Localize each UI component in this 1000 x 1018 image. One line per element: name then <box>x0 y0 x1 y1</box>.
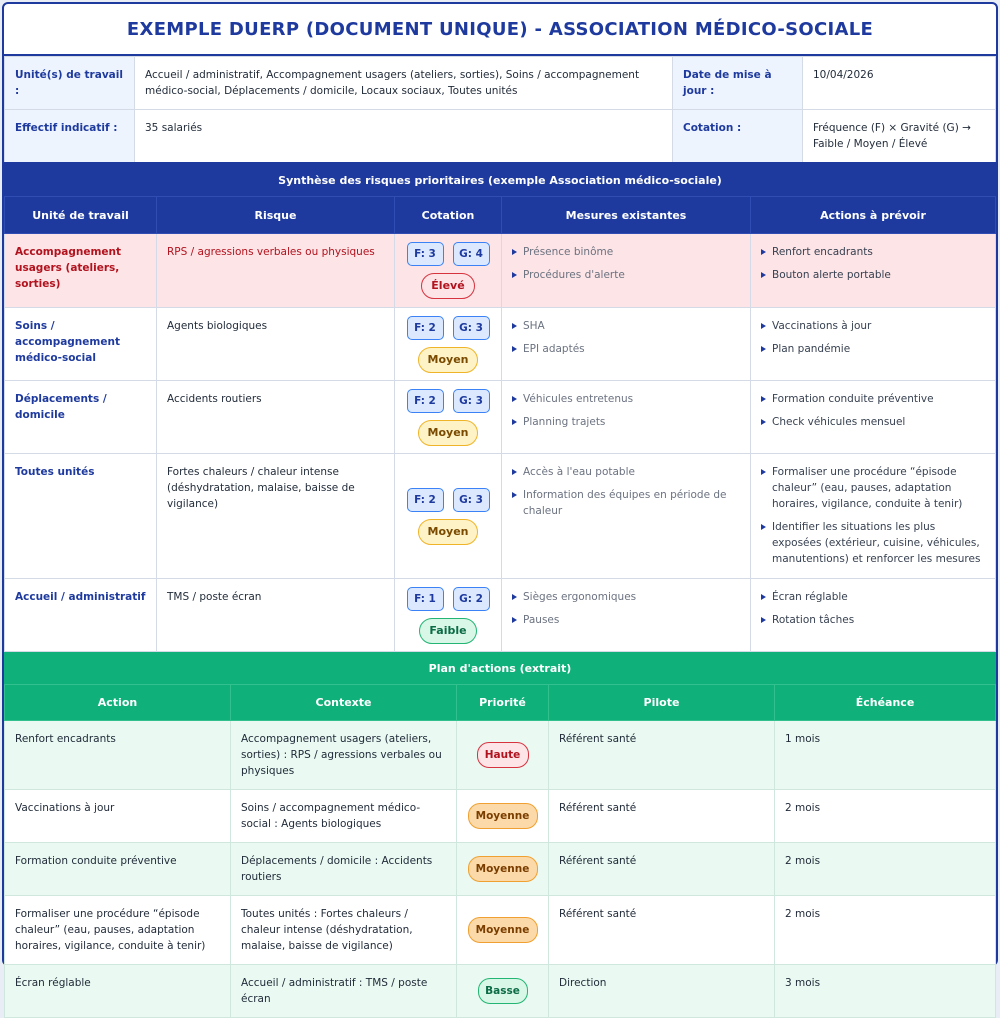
action-item: Check véhicules mensuel <box>761 414 985 430</box>
mesures-cell <box>502 381 751 454</box>
plan-pilot: Direction <box>549 965 775 1018</box>
cotation-cell <box>395 381 502 454</box>
risk-header-unit: Unité de travail <box>5 197 157 234</box>
mesure-item: Pauses <box>512 612 740 628</box>
gravity-chip: G: 2 <box>453 587 490 611</box>
mesure-item: Accès à l'eau potable <box>512 464 740 480</box>
priority-cell <box>457 896 549 965</box>
risk-unit: Accompagnement usagers (ateliers, sorties) <box>5 234 157 308</box>
priority-badge: Moyenne <box>468 803 538 829</box>
action-item: Vaccinations à jour <box>761 318 985 334</box>
plan-context: Soins / accompagnement médico-social : Agents biologiques <box>231 790 457 843</box>
action-item: Écran réglable <box>761 589 985 605</box>
actions-cell <box>751 234 996 308</box>
level-badge: Moyen <box>418 347 478 373</box>
priority-badge: Basse <box>478 978 528 1004</box>
cotation-cell <box>395 454 502 579</box>
risk-row <box>5 234 996 308</box>
risk-row <box>5 579 996 652</box>
plan-deadline: 3 mois <box>775 965 996 1018</box>
actions-cell <box>751 454 996 579</box>
risk-unit: Toutes unités <box>5 454 157 579</box>
action-item: Bouton alerte portable <box>761 267 985 283</box>
action-item: Formaliser une procédure “épisode chaleur” (eau, pauses, adaptation horaires, vigilance, conduite à tenir) <box>761 464 985 512</box>
plan-row <box>5 896 996 965</box>
action-item: Renfort encadrants <box>761 244 985 260</box>
cotation-cell <box>395 579 502 652</box>
mesure-item: Sièges ergonomiques <box>512 589 740 605</box>
gravity-chip: G: 3 <box>453 316 490 340</box>
plan-row <box>5 843 996 896</box>
mesures-cell <box>502 454 751 579</box>
action-item: Rotation tâches <box>761 612 985 628</box>
cotation-cell <box>395 234 502 308</box>
mesure-item: Planning trajets <box>512 414 740 430</box>
risk-header-actions: Actions à prévoir <box>751 197 996 234</box>
cotation-cell <box>395 308 502 381</box>
duerp-document <box>2 2 998 1005</box>
plan-action: Formation conduite préventive <box>5 843 231 896</box>
risk-name: Agents biologiques <box>157 308 395 381</box>
mesures-cell <box>502 234 751 308</box>
plan-row <box>5 965 996 1018</box>
plan-header-context: Contexte <box>231 685 457 721</box>
risk-name: Accidents routiers <box>157 381 395 454</box>
risk-name: Fortes chaleurs / chaleur intense (déshydratation, malaise, baisse de vigilance) <box>157 454 395 579</box>
mesures-cell <box>502 579 751 652</box>
meta-table <box>4 56 996 164</box>
plan-row <box>5 790 996 843</box>
gravity-chip: G: 4 <box>453 242 490 266</box>
priority-badge: Moyenne <box>468 856 538 882</box>
risk-header-mesures: Mesures existantes <box>502 197 751 234</box>
mesure-item: Information des équipes en période de chaleur <box>512 487 740 519</box>
plan-pilot: Référent santé <box>549 896 775 965</box>
plan-context: Toutes unités : Fortes chaleurs / chaleur intense (déshydratation, malaise, baisse de vigilance) <box>231 896 457 965</box>
frequency-chip: F: 2 <box>407 488 444 512</box>
plan-deadline: 2 mois <box>775 896 996 965</box>
priority-cell <box>457 843 549 896</box>
cotation-label: Cotation : <box>673 110 803 164</box>
action-item: Formation conduite préventive <box>761 391 985 407</box>
priority-badge: Moyenne <box>468 917 538 943</box>
synthese-title: Synthèse des risques prioritaires (exemple Association médico-sociale) <box>4 164 996 196</box>
risk-unit: Déplacements / domicile <box>5 381 157 454</box>
risk-row <box>5 308 996 381</box>
actions-cell <box>751 308 996 381</box>
effectif-label: Effectif indicatif : <box>5 110 135 164</box>
plan-pilot: Référent santé <box>549 790 775 843</box>
plan-row <box>5 721 996 790</box>
risk-row <box>5 454 996 579</box>
level-badge: Moyen <box>418 420 478 446</box>
mesures-cell <box>502 308 751 381</box>
priority-cell <box>457 721 549 790</box>
plan-pilot: Référent santé <box>549 843 775 896</box>
risk-header-cotation: Cotation <box>395 197 502 234</box>
plan-header-priority: Priorité <box>457 685 549 721</box>
units-label: Unité(s) de travail : <box>5 57 135 110</box>
plan-context: Déplacements / domicile : Accidents routiers <box>231 843 457 896</box>
mesure-item: EPI adaptés <box>512 341 740 357</box>
mesure-item: Véhicules entretenus <box>512 391 740 407</box>
risk-header-risk: Risque <box>157 197 395 234</box>
priority-badge: Haute <box>477 742 529 768</box>
document-title: EXEMPLE DUERP (DOCUMENT UNIQUE) - ASSOCIATION MÉDICO-SOCIALE <box>4 4 996 56</box>
risk-name: TMS / poste écran <box>157 579 395 652</box>
level-badge: Moyen <box>418 519 478 545</box>
plan-header-action: Action <box>5 685 231 721</box>
risk-name: RPS / agressions verbales ou physiques <box>157 234 395 308</box>
mesure-item: SHA <box>512 318 740 334</box>
plan-context: Accueil / administratif : TMS / poste écran <box>231 965 457 1018</box>
date-value: 10/04/2026 <box>803 57 996 110</box>
plan-action: Vaccinations à jour <box>5 790 231 843</box>
risk-unit: Accueil / administratif <box>5 579 157 652</box>
effectif-value: 35 salariés <box>135 110 673 164</box>
frequency-chip: F: 2 <box>407 389 444 413</box>
plan-action: Formaliser une procédure “épisode chaleur” (eau, pauses, adaptation horaires, vigilance, conduite à tenir) <box>5 896 231 965</box>
units-value: Accueil / administratif, Accompagnement usagers (ateliers, sorties), Soins / accompagnement médico-social, Déplacements / domicile, Locaux sociaux, Toutes unités <box>135 57 673 110</box>
plan-deadline: 1 mois <box>775 721 996 790</box>
level-badge: Élevé <box>421 273 475 299</box>
risk-table <box>4 196 996 652</box>
priority-cell <box>457 790 549 843</box>
plan-title: Plan d'actions (extrait) <box>4 652 996 684</box>
plan-deadline: 2 mois <box>775 843 996 896</box>
level-badge: Faible <box>419 618 477 644</box>
gravity-chip: G: 3 <box>453 389 490 413</box>
risk-row <box>5 381 996 454</box>
cotation-value: Fréquence (F) × Gravité (G) → Faible / Moyen / Élevé <box>803 110 996 164</box>
mesure-item: Présence binôme <box>512 244 740 260</box>
plan-deadline: 2 mois <box>775 790 996 843</box>
plan-table <box>4 684 996 1018</box>
actions-cell <box>751 579 996 652</box>
action-item: Identifier les situations les plus exposées (extérieur, cuisine, véhicules, manutentions) et renforcer les mesures <box>761 519 985 567</box>
actions-cell <box>751 381 996 454</box>
action-item: Plan pandémie <box>761 341 985 357</box>
frequency-chip: F: 3 <box>407 242 444 266</box>
frequency-chip: F: 2 <box>407 316 444 340</box>
plan-context: Accompagnement usagers (ateliers, sorties) : RPS / agressions verbales ou physiques <box>231 721 457 790</box>
date-label: Date de mise à jour : <box>673 57 803 110</box>
frequency-chip: F: 1 <box>407 587 444 611</box>
plan-pilot: Référent santé <box>549 721 775 790</box>
gravity-chip: G: 3 <box>453 488 490 512</box>
plan-header-deadline: Échéance <box>775 685 996 721</box>
mesure-item: Procédures d'alerte <box>512 267 740 283</box>
plan-header-pilot: Pilote <box>549 685 775 721</box>
priority-cell <box>457 965 549 1018</box>
risk-unit: Soins / accompagnement médico-social <box>5 308 157 381</box>
plan-action: Renfort encadrants <box>5 721 231 790</box>
plan-action: Écran réglable <box>5 965 231 1018</box>
